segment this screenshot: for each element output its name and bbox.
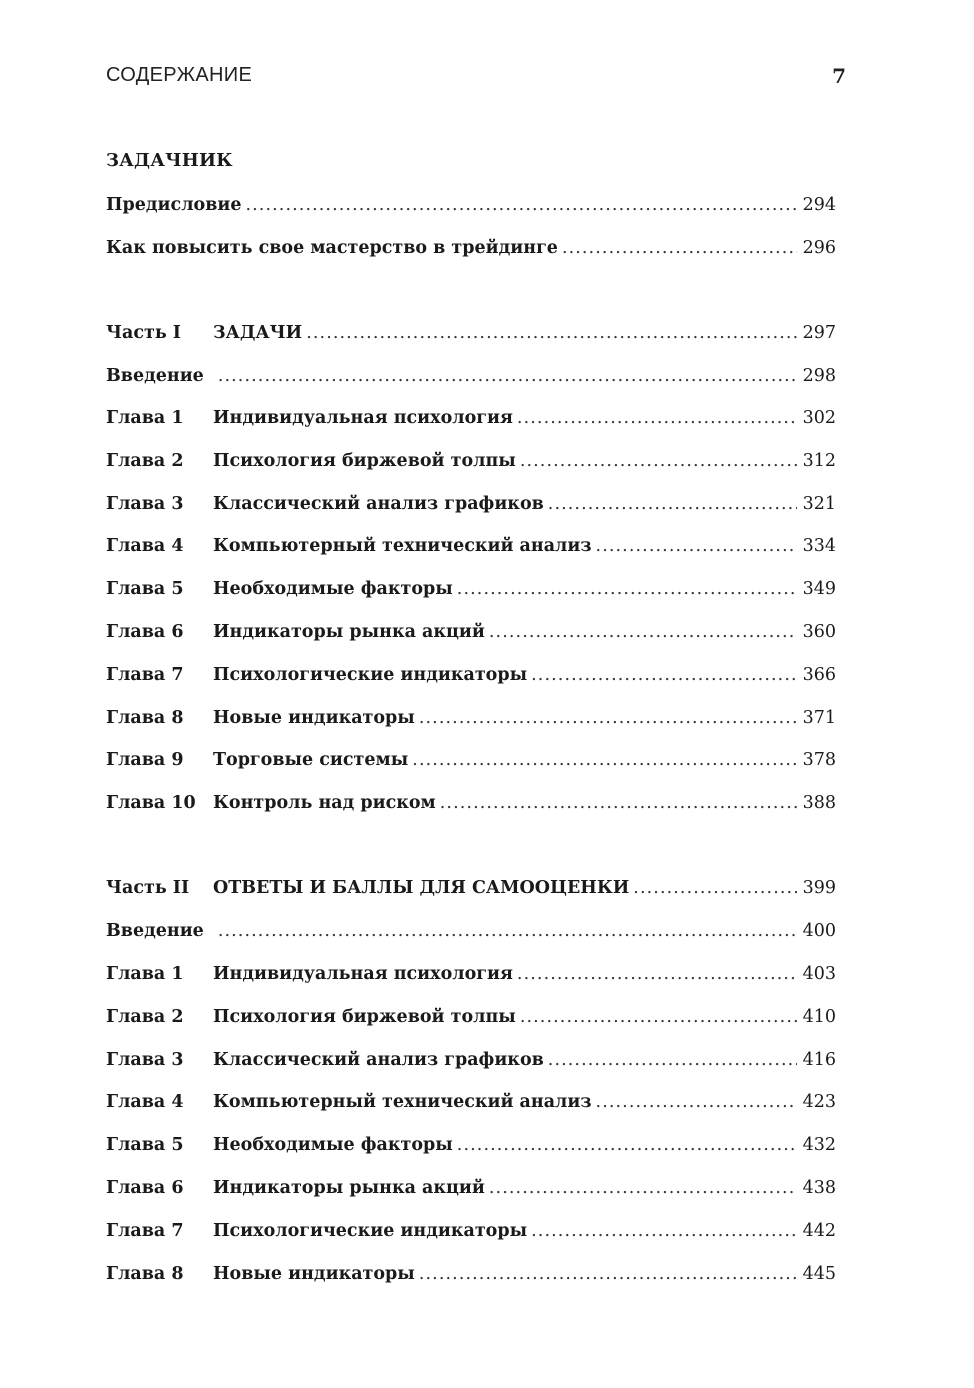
toc-chapter-entry[interactable] (106, 1004, 836, 1030)
toc-chapter-entry[interactable] (106, 491, 836, 517)
toc-entry-page: 294 (802, 195, 836, 215)
toc-intro-page: 298 (802, 366, 836, 386)
toc-part-page: 297 (802, 323, 836, 343)
toc-chapter-label: Глава 3 (106, 1049, 184, 1070)
toc-chapter-title: Психологические индикаторы (213, 664, 528, 685)
toc-part-1[interactable] (106, 320, 836, 346)
toc-chapter-page: 378 (802, 750, 836, 771)
toc-chapter-label: Глава 3 (106, 493, 184, 514)
toc-chapter-title: Индивидуальная психология (213, 964, 513, 984)
toc-chapter-label: Глава 8 (106, 707, 184, 728)
toc-chapter-entry[interactable] (106, 1218, 836, 1244)
toc-chapter-page: 349 (802, 579, 836, 600)
toc-leader-dots (531, 1218, 796, 1244)
toc-chapter-title: Необходимые факторы (213, 1135, 453, 1156)
toc-chapter-title: Психология биржевой толпы (213, 450, 516, 471)
toc-leader-dots (419, 1261, 797, 1287)
toc-chapter-entry[interactable] (106, 533, 836, 559)
toc-chapter-title: Индикаторы рынка акций (213, 622, 485, 642)
toc-chapter-page: 371 (802, 707, 836, 728)
toc-part-2-intro[interactable] (106, 918, 836, 944)
toc-intro-label: Введение (106, 366, 204, 386)
toc-chapter-title: Компьютерный технический анализ (213, 536, 592, 557)
toc-chapter-entry[interactable] (106, 705, 836, 731)
toc-part-title: ЗАДАЧИ (213, 323, 303, 343)
toc-leader-dots (218, 363, 797, 389)
toc-chapter-page: 445 (802, 1263, 836, 1284)
toc-leader-dots (520, 1004, 797, 1030)
toc-chapter-entry[interactable] (106, 961, 836, 987)
toc-part-2[interactable] (106, 875, 836, 901)
toc-chapter-entry[interactable] (106, 1047, 836, 1073)
toc-leader-dots (548, 1047, 797, 1073)
toc-intro-label: Введение (106, 921, 204, 941)
toc-leader-dots (306, 320, 796, 346)
toc-chapter-title: Классический анализ графиков (213, 1049, 544, 1070)
toc-chapter-entry[interactable] (106, 790, 836, 816)
toc-entry-title: Предисловие (106, 195, 242, 215)
toc-leader-dots (489, 619, 797, 645)
toc-part-label: Часть I (106, 323, 181, 343)
toc-entry-preface[interactable] (106, 192, 836, 218)
toc-chapter-title: Новые индикаторы (213, 707, 415, 728)
toc-leader-dots (457, 576, 797, 602)
toc-chapter-entry[interactable] (106, 662, 836, 688)
toc-leader-dots (457, 1132, 797, 1158)
toc-chapter-entry[interactable] (106, 747, 836, 773)
toc-part-page: 399 (802, 878, 836, 898)
toc-leader-dots (419, 705, 797, 731)
toc-leader-dots (412, 747, 796, 773)
toc-chapter-page: 438 (802, 1178, 836, 1198)
toc-leader-dots (489, 1175, 797, 1201)
toc-chapter-entry[interactable] (106, 448, 836, 474)
toc-leader-dots (562, 235, 797, 261)
toc-entry-title: Как повысить свое мастерство в трейдинге (106, 238, 558, 258)
toc-chapter-page: 366 (802, 664, 836, 685)
running-head (106, 64, 846, 94)
toc-chapter-entry[interactable] (106, 405, 836, 431)
toc-chapter-label: Глава 1 (106, 964, 184, 984)
toc-chapter-label: Глава 9 (106, 750, 184, 771)
toc-chapter-title: Психологические индикаторы (213, 1220, 528, 1241)
page-number: 7 (832, 64, 846, 88)
toc-chapter-label: Глава 1 (106, 408, 184, 428)
toc-chapter-title: Торговые системы (213, 750, 409, 771)
toc-chapter-page: 334 (802, 536, 836, 557)
toc-chapter-label: Глава 5 (106, 579, 184, 600)
toc-leader-dots (517, 961, 797, 987)
toc-chapter-title: Контроль над риском (213, 793, 436, 814)
toc-leader-dots (548, 491, 797, 517)
toc-part-title: ОТВЕТЫ И БАЛЛЫ ДЛЯ САМООЦЕНКИ (213, 878, 630, 898)
toc-chapter-title: Новые индикаторы (213, 1263, 415, 1284)
toc-leader-dots (596, 533, 797, 559)
toc-chapter-label: Глава 2 (106, 1006, 184, 1027)
toc-chapter-title: Компьютерный технический анализ (213, 1092, 592, 1113)
toc-chapter-title: Индивидуальная психология (213, 408, 513, 428)
toc-chapter-page: 432 (802, 1135, 836, 1156)
toc-chapter-label: Глава 7 (106, 1220, 184, 1241)
toc-intro-page: 400 (802, 921, 836, 941)
toc-entry-mastery[interactable] (106, 235, 836, 261)
toc-entry-page: 296 (802, 238, 836, 258)
toc-chapter-page: 403 (802, 964, 836, 984)
toc-leader-dots (531, 662, 796, 688)
toc-chapter-page: 360 (802, 622, 836, 642)
toc-chapter-page: 423 (802, 1092, 836, 1113)
section-heading: ЗАДАЧНИК (106, 150, 233, 171)
toc-chapter-entry[interactable] (106, 619, 836, 645)
toc-chapter-page: 442 (802, 1220, 836, 1241)
toc-leader-dots (520, 448, 797, 474)
toc-chapter-title: Классический анализ графиков (213, 493, 544, 514)
toc-leader-dots (218, 918, 797, 944)
toc-part-label: Часть II (106, 878, 190, 898)
toc-chapter-entry[interactable] (106, 576, 836, 602)
toc-chapter-page: 302 (802, 408, 836, 428)
toc-chapter-title: Психология биржевой толпы (213, 1006, 516, 1027)
toc-chapter-entry[interactable] (106, 1089, 836, 1115)
toc-chapter-label: Глава 7 (106, 664, 184, 685)
toc-chapter-label: Глава 4 (106, 536, 184, 557)
toc-leader-dots (245, 192, 796, 218)
toc-chapter-page: 416 (802, 1049, 836, 1070)
toc-chapter-label: Глава 5 (106, 1135, 184, 1156)
toc-leader-dots (633, 875, 796, 901)
toc-chapter-label: Глава 10 (106, 793, 196, 814)
toc-chapter-title: Индикаторы рынка акций (213, 1178, 485, 1198)
toc-chapter-label: Глава 2 (106, 450, 184, 471)
toc-chapter-page: 410 (802, 1006, 836, 1027)
toc-leader-dots (440, 790, 797, 816)
toc-chapter-title: Необходимые факторы (213, 579, 453, 600)
toc-chapter-label: Глава 6 (106, 622, 184, 642)
toc-chapter-page: 321 (802, 493, 836, 514)
toc-chapter-label: Глава 4 (106, 1092, 184, 1113)
toc-chapter-entry[interactable] (106, 1175, 836, 1201)
toc-chapter-entry[interactable] (106, 1132, 836, 1158)
toc-chapter-entry[interactable] (106, 1261, 836, 1287)
toc-chapter-label: Глава 6 (106, 1178, 184, 1198)
toc-leader-dots (517, 405, 797, 431)
toc-chapter-label: Глава 8 (106, 1263, 184, 1284)
toc-part-1-intro[interactable] (106, 363, 836, 389)
toc-leader-dots (596, 1089, 797, 1115)
running-title: СОДЕРЖАНИЕ (106, 64, 253, 86)
toc-chapter-page: 388 (802, 793, 836, 814)
toc-chapter-page: 312 (802, 450, 836, 471)
